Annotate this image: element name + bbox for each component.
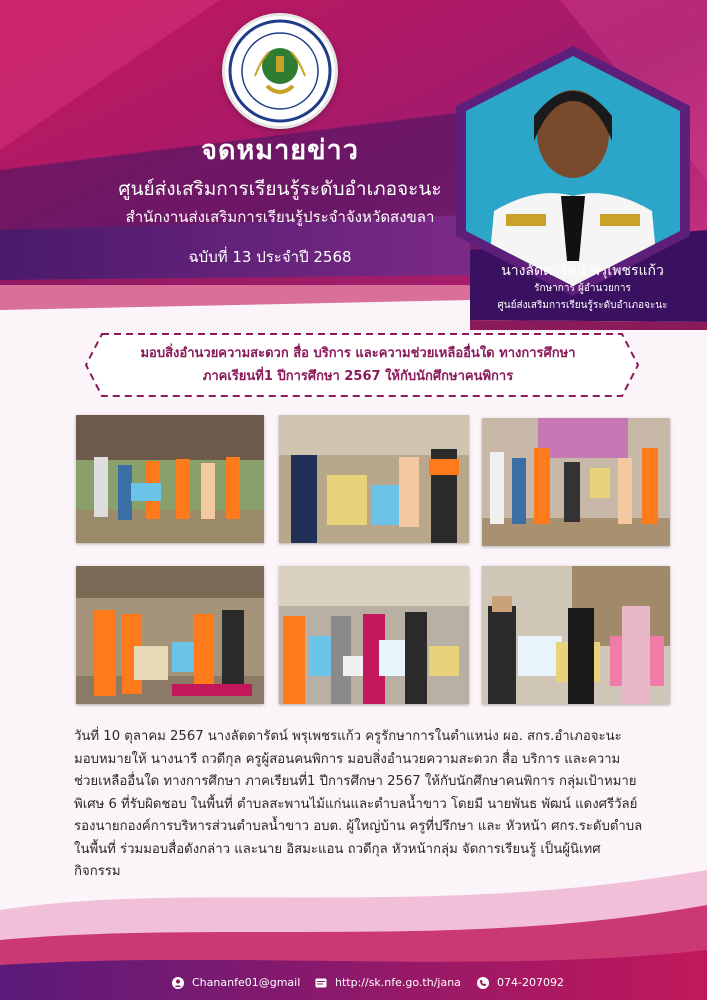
web-icon (315, 977, 327, 989)
organization-logo (222, 13, 338, 129)
facebook-text: Chananfe01@gmail (192, 976, 301, 989)
phone-icon (477, 977, 489, 989)
footer-website[interactable] (315, 976, 461, 989)
phone-text: 074-207092 (497, 976, 564, 989)
user-icon (172, 977, 184, 989)
newsletter-title: จดหมายข่าว (201, 135, 359, 166)
website-text: http://sk.nfe.go.th/jana (335, 976, 461, 989)
headline-line-2: ภาคเรียนที่1 ปีการศึกษา 2567 ให้กับนักศึกษาคนพิการ (202, 369, 514, 384)
activity-photo-4 (76, 566, 264, 704)
activity-photo-6 (482, 566, 670, 704)
activity-photo-3 (482, 418, 670, 546)
director-role: รักษาการ ผู้อำนวยการ (534, 283, 631, 294)
office-name: สำนักงานส่งเสริมการเรียนรู้ประจำจังหวัดสงขลา (125, 208, 435, 226)
footer-phone[interactable] (477, 976, 564, 989)
center-name: ศูนย์ส่งเสริมการเรียนรู้ระดับอำเภอจะนะ (118, 178, 442, 200)
director-organization: ศูนย์ส่งเสริมการเรียนรู้ระดับอำเภอจะนะ (497, 300, 668, 311)
activity-photo-1 (76, 415, 264, 543)
headline-line-1: มอบสิ่งอำนวยความสะดวก สื่อ บริการ และความช่วยเหลืออื่นใด ทางการศึกษา (140, 346, 576, 361)
news-body-paragraph: วันที่ 10 ตุลาคม 2567 นางลัดดารัตน์ พรุเพชรแก้ว ครูรักษาการในตำแหน่ง ผอ. สกร.อำเภอจะนะ มอบหมายให้ นางนารี ถวดีกุล ครูผู้สอนคนพิการ มอบสิ่งอำนวยความสะดวก สื่อ บริการ และความช่วยเหลืออื่นใด ทางการศึกษา ภาคเรียนที่1 ปีการศึกษา 2567 ให้กับนักศึกษาคนพิการ กลุ่มเป้าหมายพิเศษ 6 ที่รับผิดชอบ ในพื้นที่ ตำบลสะพานไม้แก่นและตำบลน้ำขาว โดยมี นายพันธ พัฒน์ แดงศรีวัลย์ รองนายกองค์การบริหารส่วนตำบลน้ำขาว อบต. ผู้ใหญ่บ้าน ครูที่ปรึกษา และ หัวหน้า ศกร.ระดับตำบล ในพื้นที่ ร่วมมอบสื่อดังกล่าว และนาย อิสมะแอน ถวดีกุล หัวหน้ากลุ่ม จัดการเรียนรู้ เป็นผู้นิเทศกิจกรรม (74, 729, 643, 879)
issue-number: ฉบับที่ 13 ประจำปี 2568 (188, 248, 352, 266)
activity-photo-5 (279, 566, 469, 704)
footer-facebook[interactable] (172, 976, 300, 989)
director-portrait (446, 46, 700, 296)
activity-photo-2 (279, 415, 469, 543)
director-name: นางลัดดารัตน์ พรุเพชรแก้ว (501, 263, 664, 279)
